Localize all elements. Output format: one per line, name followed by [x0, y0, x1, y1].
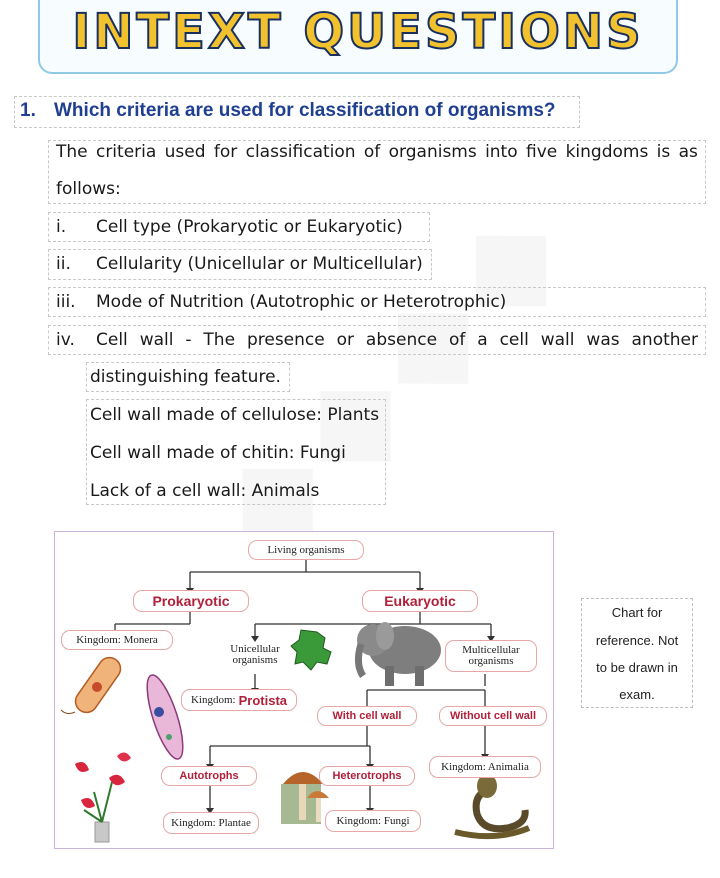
node-without-cell-wall: Without cell wall — [439, 706, 547, 726]
protista-name: Protista — [238, 692, 288, 708]
item-4-word: - — [185, 330, 192, 350]
node-kingdom-animalia: Kingdom: Animalia — [429, 756, 541, 778]
item-3-text: Mode of Nutrition (Autotrophic or Heterotrophic) — [96, 292, 507, 312]
example-animals: Lack of a cell wall: Animals — [90, 481, 320, 501]
chart-connectors — [55, 532, 555, 850]
reference-note — [581, 598, 693, 708]
node-autotrophs: Autotrophs — [161, 766, 257, 786]
intro-word: into — [485, 142, 518, 162]
intro-line-2: follows: — [56, 179, 121, 199]
item-2-number: ii. — [56, 254, 71, 274]
node-heterotrophs: Heterotrophs — [319, 766, 415, 786]
node-multicellular — [445, 640, 537, 672]
item-4-word: wall — [540, 330, 575, 350]
node-with-cell-wall: With cell wall — [317, 706, 417, 726]
node-kingdom-monera: Kingdom: Monera — [61, 630, 173, 650]
item-4-word: wall — [139, 330, 174, 350]
item-4-word: The — [203, 330, 236, 350]
item-4-word: another — [631, 330, 698, 350]
question-text: Which criteria are used for classification of organisms? — [54, 100, 556, 121]
intro-word: organisms — [388, 142, 477, 162]
elephant-icon — [357, 622, 441, 686]
plant-icon — [75, 752, 131, 842]
item-2-text: Cellularity (Unicellular or Multicellular) — [96, 254, 423, 274]
item-4-text — [96, 330, 698, 350]
reference-line-3: to be drawn in — [596, 660, 678, 675]
intro-word: is — [656, 142, 671, 162]
intro-word: used — [164, 142, 206, 162]
example-plants: Cell wall made of cellulose: Plants — [90, 405, 380, 425]
reference-line-4: exam. — [619, 687, 655, 702]
example-fungi: Cell wall made of chitin: Fungi — [90, 443, 346, 463]
bacterium-icon — [61, 653, 125, 716]
item-1-text: Cell type (Prokaryotic or Eukaryotic) — [96, 217, 403, 237]
reference-line-2: reference. Not — [595, 633, 679, 648]
title-banner — [38, 0, 678, 74]
item-4-continuation: distinguishing feature. — [90, 367, 281, 387]
question-number: 1. — [20, 100, 36, 121]
item-4-word: Cell — [96, 330, 128, 350]
item-1-number: i. — [56, 217, 67, 237]
node-living-organisms: Living organisms — [248, 540, 364, 560]
item-4-word: a — [477, 330, 488, 350]
paramecium-icon — [140, 671, 190, 762]
intro-word: as — [678, 142, 698, 162]
item-4-word: was — [586, 330, 620, 350]
node-eukaryotic: Eukaryotic — [362, 590, 478, 612]
item-4-number: iv. — [56, 330, 75, 350]
intro-word: five — [525, 142, 558, 162]
intro-word: classification — [245, 142, 356, 162]
classification-chart — [54, 531, 554, 849]
cobra-icon — [455, 774, 529, 836]
item-4-word: absence — [365, 330, 438, 350]
page-title: INTEXT QUESTIONS — [72, 4, 644, 60]
item-4-word: cell — [499, 330, 529, 350]
protista-prefix: Kingdom: — [190, 693, 236, 706]
node-kingdom-plantae: Kingdom: Plantae — [163, 812, 259, 834]
reference-line-1: Chart for — [611, 605, 663, 620]
intro-word: for — [213, 142, 238, 162]
intro-word: kingdoms — [565, 142, 649, 162]
intro-word: of — [363, 142, 381, 162]
multicellular-line-1: Multicellular — [462, 644, 520, 656]
node-prokaryotic: Prokaryotic — [133, 590, 249, 612]
unicellular-line-2: organisms — [232, 654, 278, 666]
intro-line-1 — [56, 142, 698, 162]
unicellular-line-1: Unicellular — [230, 643, 280, 655]
intro-word: The — [56, 142, 88, 162]
intro-word: criteria — [95, 142, 157, 162]
node-unicellular — [203, 644, 307, 666]
multicellular-line-2: organisms — [468, 655, 514, 667]
node-kingdom-protista — [181, 689, 297, 711]
item-3-number: iii. — [56, 292, 76, 312]
item-4-word: presence — [246, 330, 325, 350]
item-4-word: of — [448, 330, 466, 350]
item-4-word: or — [336, 330, 355, 350]
node-kingdom-fungi: Kingdom: Fungi — [325, 810, 421, 832]
